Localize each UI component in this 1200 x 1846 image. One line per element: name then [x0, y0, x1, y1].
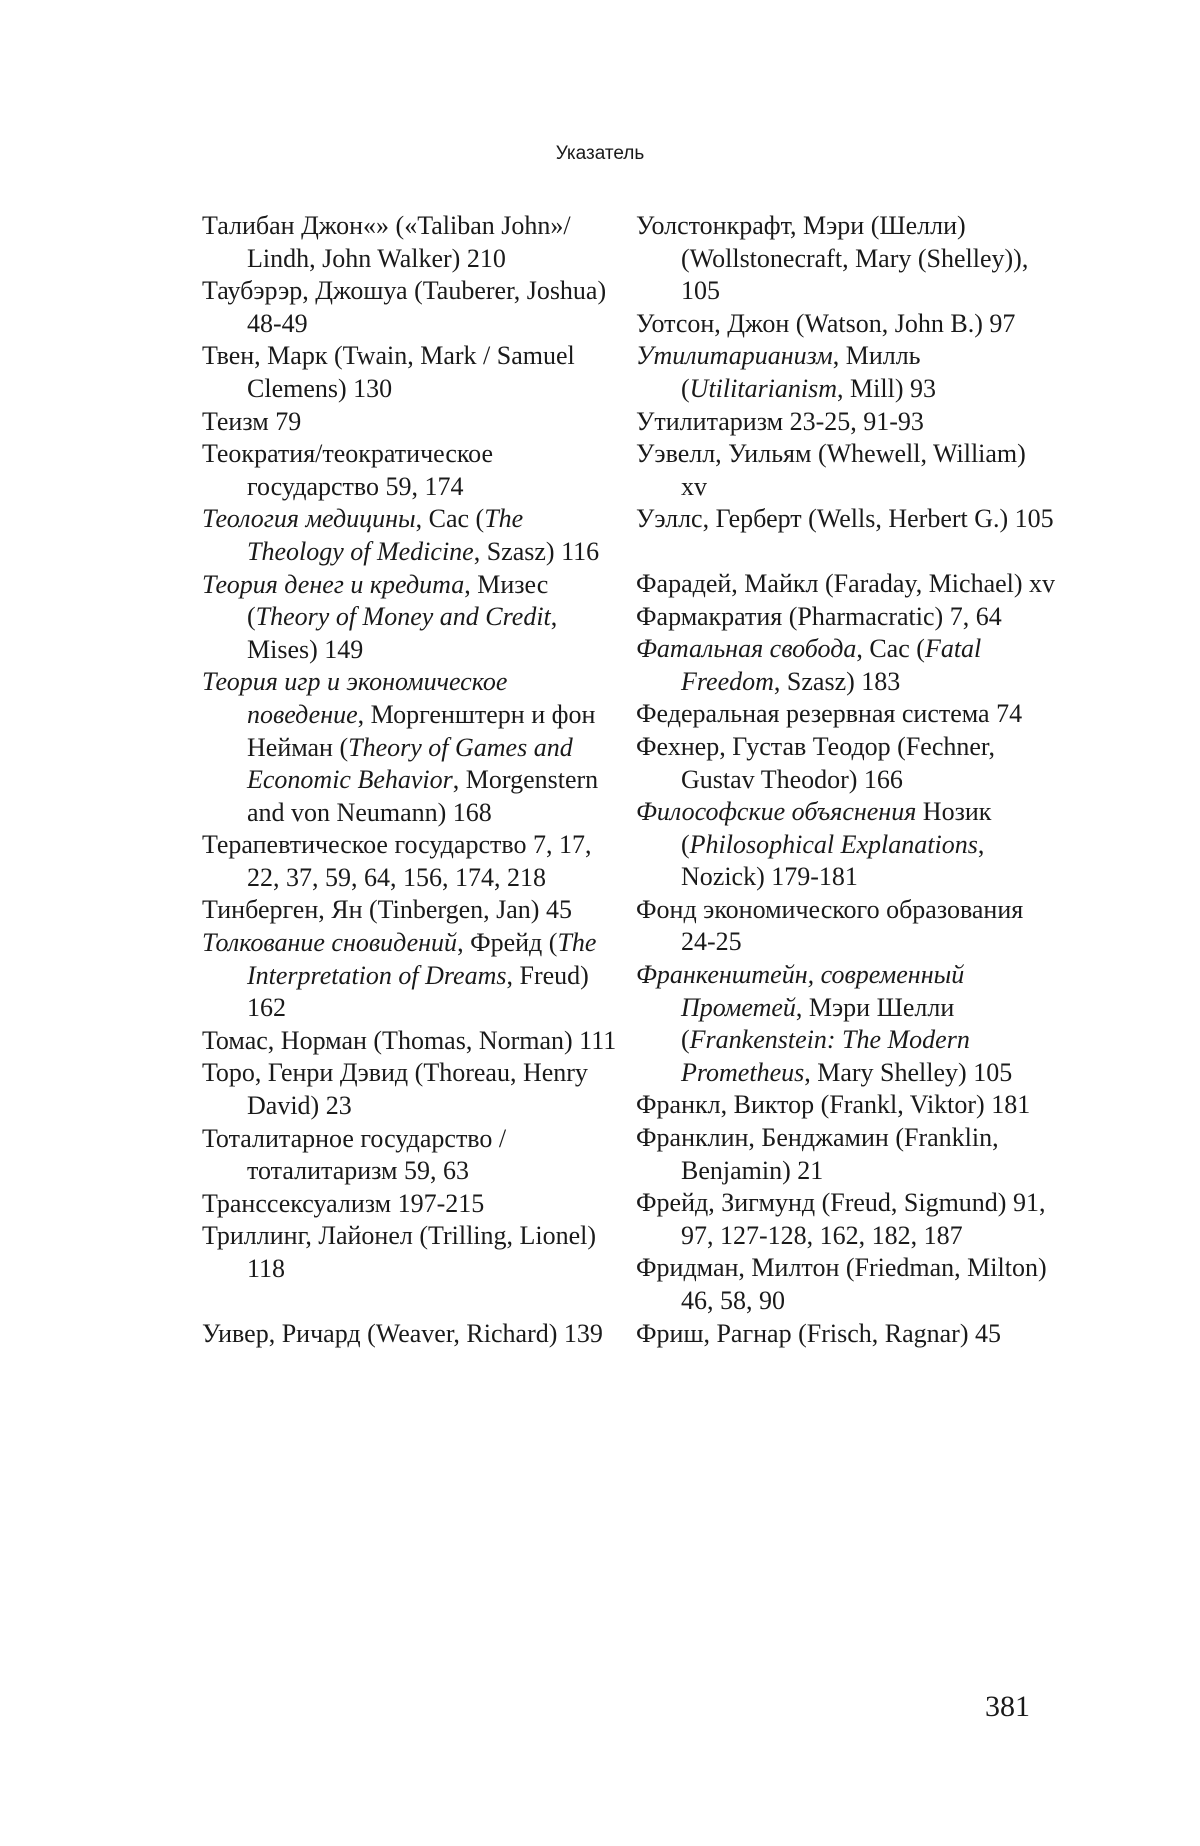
index-entry: [202, 894, 622, 927]
index-entry: [636, 503, 1056, 536]
index-entry: [636, 1187, 1056, 1252]
entry-text-segment: Уэвелл, Уильям (Whewell, William) xv: [636, 439, 1026, 501]
index-column-left: [202, 210, 622, 1350]
index-entry: [202, 1188, 622, 1221]
entry-text-segment: Федеральная резервная система 74: [636, 699, 1023, 729]
entry-text-segment: Фридман, Милтон (Friedman, Milton) 46, 58, 90: [636, 1253, 1047, 1315]
entry-italic-segment: Philosophical Explanations: [689, 829, 978, 859]
entry-text-segment: Фарадей, Майкл (Faraday, Michael) xv: [636, 568, 1056, 598]
entry-text-segment: Тинберген, Ян (Tinbergen, Jan) 45: [202, 895, 572, 925]
index-entry: [636, 1122, 1056, 1187]
index-entry: [636, 308, 1056, 341]
index-entry: [202, 438, 622, 503]
entry-text-segment: Торо, Генри Дэвид (Thoreau, Henry David) 23: [202, 1058, 588, 1121]
index-entry: [202, 829, 622, 894]
index-entry: [636, 568, 1056, 601]
index-entry: [202, 1220, 622, 1285]
entry-italic-segment: Франкенштейн, современный Прометей: [636, 960, 965, 1022]
entry-text-segment: , Mises) 149: [247, 602, 558, 664]
entry-text-segment: Фехнер, Густав Теодор (Fechner, Gustav Theodor) 166: [636, 731, 996, 794]
entry-text-segment: Уивер, Ричард (Weaver, Richard) 139: [202, 1318, 603, 1348]
entry-text-segment: , Сас (: [856, 634, 925, 664]
entry-text-segment: Теизм 79: [202, 406, 302, 436]
index-entry: [636, 438, 1056, 503]
index-entry: [202, 1025, 622, 1058]
entry-text-segment: , Мэри Шелли (: [681, 992, 955, 1055]
entry-italic-segment: The Interpretation of Dreams: [247, 928, 597, 990]
entry-text-segment: , Nozick) 179-181: [681, 829, 985, 892]
entry-text-segment: , Милль (: [681, 341, 921, 403]
entry-text-segment: Томас, Норман (Thomas, Norman) 111: [202, 1025, 617, 1055]
entry-italic-segment: Теория денег и кредита: [202, 569, 465, 599]
index-entry: [202, 406, 622, 439]
entry-text-segment: , Freud) 162: [247, 960, 589, 1023]
entry-text-segment: , Szasz) 183: [773, 666, 901, 696]
index-entry: [202, 927, 622, 1025]
index-entry: [636, 731, 1056, 796]
index-entry: [636, 340, 1056, 405]
index-entry: [636, 1318, 1056, 1351]
entry-text-segment: Транссексуализм 197-215: [202, 1188, 485, 1218]
index-entry: [636, 406, 1056, 439]
entry-text-segment: Фрейд, Зигмунд (Freud, Sigmund) 91, 97, 127-128, 162, 182, 187: [636, 1188, 1046, 1250]
index-entry: [636, 210, 1056, 308]
entry-text-segment: Фонд экономического образования 24-25: [636, 894, 1024, 957]
entry-text-segment: , Мизес (: [247, 569, 549, 632]
entry-text-segment: , Фрейд (: [457, 928, 558, 958]
entry-text-segment: Теократия/теократическое государство 59, 174: [202, 439, 494, 501]
entry-text-segment: , Mary Shelley) 105: [804, 1057, 1013, 1087]
index-entry: [202, 1123, 622, 1188]
entry-text-segment: Утилитаризм 23-25, 91-93: [636, 406, 924, 436]
entry-italic-segment: Theory of Money and Credit: [255, 602, 551, 632]
entry-text-segment: Твен, Марк (Twain, Mark / Samuel Clemens) 130: [202, 341, 575, 403]
index-column-right: [636, 210, 1056, 1350]
entry-text-segment: Таубэрэр, Джошуа (Tauberer, Joshua) 48-49: [202, 276, 607, 338]
entry-italic-segment: Fatal Freedom: [681, 634, 982, 696]
index-entry: [636, 959, 1056, 1089]
entry-italic-segment: Утилитарианизм: [636, 341, 833, 371]
entry-italic-segment: Frankenstein: The Modern Prometheus: [681, 1025, 970, 1087]
index-entry: [202, 1318, 622, 1351]
entry-text-segment: Талибан Джон«» («Taliban John»/ Lindh, John Walker) 210: [202, 211, 571, 273]
entry-text-segment: Франкл, Виктор (Frankl, Viktor) 181: [636, 1090, 1031, 1120]
entry-text-segment: Уотсон, Джон (Watson, John B.) 97: [636, 308, 1016, 338]
entry-text-segment: Фармакратия (Pharmacratic) 7, 64: [636, 601, 1002, 631]
index-entry: [636, 796, 1056, 894]
entry-text-segment: , Сас (: [415, 504, 485, 534]
entry-text-segment: , Szasz) 116: [473, 536, 600, 566]
index-entry: [202, 275, 622, 340]
entry-italic-segment: The Theology of Medicine: [247, 504, 524, 566]
entry-text-segment: Уолстонкрафт, Мэри (Шелли) (Wollstonecraft, Mary (Shelley)), 105: [636, 211, 1029, 306]
index-entry: [202, 1057, 622, 1122]
entry-italic-segment: Философские объяснения: [636, 797, 917, 827]
entry-italic-segment: Теория игр и экономическое поведение: [202, 667, 508, 729]
index-entry: [636, 894, 1056, 959]
index-entry: [202, 503, 622, 568]
index-entry: [202, 569, 622, 667]
index-entry: [636, 633, 1056, 698]
entry-italic-segment: Theory of Games and Economic Behavior: [247, 732, 573, 795]
index-entry: [202, 666, 622, 829]
entry-text-segment: Тоталитарное государство / тоталитаризм 59, 63: [202, 1123, 507, 1186]
index-entry: [636, 698, 1056, 731]
entry-italic-segment: Фатальная свобода: [636, 634, 857, 664]
page-number: 381: [985, 1690, 1030, 1723]
entry-text-segment: , Morgenstern and von Neumann) 168: [247, 765, 599, 827]
entry-italic-segment: Теология медицины: [202, 504, 416, 534]
entry-text-segment: Нозик (: [681, 797, 992, 859]
running-header: Указатель: [555, 143, 645, 164]
entry-text-segment: Франклин, Бенджамин (Franklin, Benjamin) 21: [636, 1123, 999, 1185]
entry-text-segment: Терапевтическое государство 7, 17, 22, 37, 59, 64, 156, 174, 218: [202, 830, 592, 892]
index-entry: [202, 340, 622, 405]
entry-italic-segment: Utilitarianism: [689, 373, 838, 403]
entry-text-segment: Триллинг, Лайонел (Trilling, Lionel) 118: [202, 1221, 597, 1283]
entry-text-segment: Фриш, Рагнар (Frisch, Ragnar) 45: [636, 1318, 1001, 1348]
index-entry: [636, 1089, 1056, 1122]
index-entry: [636, 601, 1056, 634]
index-entry: [636, 1252, 1056, 1317]
entry-text-segment: , Моргенштерн и фон Нейман (: [247, 699, 596, 762]
entry-text-segment: , Mill) 93: [837, 373, 936, 403]
entry-italic-segment: Толкование сновидений: [202, 928, 458, 958]
index-entry: [202, 210, 622, 275]
entry-text-segment: Уэллс, Герберт (Wells, Herbert G.) 105: [636, 504, 1054, 534]
